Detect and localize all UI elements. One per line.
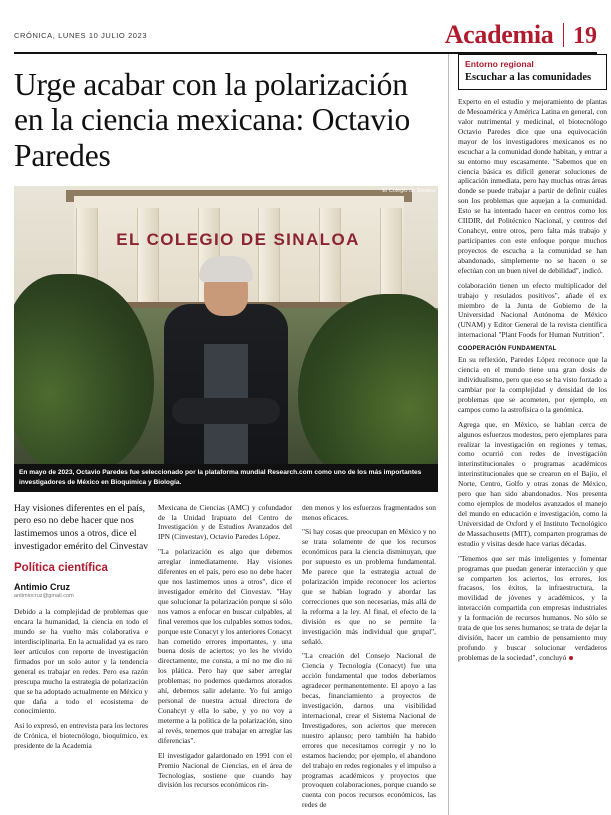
article-photo — [14, 186, 438, 464]
sidebar-paragraph: En su reflexión, Paredes López reconoce que la ciencia en el mundo tiene una gran dosis de individualismo, pero que eso se ha visto forzado a cambiar por la complejidad y densidad de los problemas que se acometen, por ejemplo, en campos como la astrofísica o la genómica. — [458, 355, 607, 414]
section-title: Academia — [444, 20, 554, 49]
article-columns — [14, 503, 438, 815]
masthead-brand — [445, 22, 597, 48]
sidebar-paragraph: Agrega que, en México, se hablan cerca de algunos esfuerzos modestos, pero ejemplares para realizar la investigación en regiones y temas, como ocurrió con redes de investigación interinstitucionales o programas académicos interinstitucionales que se crearon en el Bajío, el Norte, Centro, Golfo y otras zonas de México, pero que han sido abandonados. Nos presenta como ejemplos de modelos avanzados el manejo del mundo en educación e investigación, como la Universidad de Oxford y el Instituto Tecnológico de Massachusetts (MIT), comparten programas de estudio y visitas desde hace varias décadas. — [458, 419, 607, 548]
sidebar — [448, 54, 607, 815]
photo-column — [258, 208, 280, 316]
photo-caption: En mayo de 2023, Octavio Paredes fue seleccionado por la plataforma mundial Research.com como uno de los más importantes investigadores de México en Bioquímica y Biología. — [14, 464, 438, 492]
article-byline: Antimio Cruz — [14, 582, 70, 593]
article-byline-email: antimiocruz@gmail.com — [14, 593, 74, 600]
article-section-kicker: Política científica — [14, 562, 108, 575]
photo-subject-hair — [199, 256, 253, 282]
article-paragraph: den menos y los esfuerzos fragmentados son menos eficaces. — [302, 502, 436, 522]
masthead-divider — [563, 23, 565, 47]
page-content — [14, 54, 607, 815]
sidebar-paragraph-last — [458, 554, 607, 663]
photo-building-sign: EL COLEGIO DE SINALOA — [116, 229, 360, 249]
sidebar-kicker: Entorno regional — [465, 59, 534, 69]
article-paragraph: Mexicana de Ciencias (AMC) y cofundador de la Unidad Irapuato del Centro de Investigación y de Estudios Avanzados del IPN (Cinvestav), Octavio Paredes López. — [158, 502, 292, 542]
article-headline: Urge acabar con la polarización en la ciencia mexicana: Octavio Paredes — [14, 67, 411, 173]
main-article — [14, 54, 438, 815]
page-number: 19 — [573, 23, 597, 49]
article-deck: Hay visiones diferentes en el país, pero eso no debe hacer que nos lastimemos unos a otros, dice el investigador emérito del Cinvestav — [14, 502, 149, 552]
article-paragraph: "La polarización es algo que debemos arreglar inmediatamente. Hay visiones diferentes en el país, pero eso no debe hacer que nos lastimemos unos a otros", dice el investigador emérito del Cinvestav. "Hay que solucionar la polarización porque si sólo nos vamos a enfocar en buscar culpables, al final veremos que los culpables somos todos, porque este Conacyt y los anteriores Conacyt han cometido errores importantes, y una buena dosis de aciertos; yo les he vivido directamente, me consta, a mí no me dio ni los plática. Pero hay que saber arreglar problemas; no podemos quedarnos atorados ahí, debemos salir adelante. Yo fui amigo personal de nuestra actual directora de Conahcyt y ella lo sabe, y yo no voy a meterme a la política de la polarización, sino al revés, tenemos que trabajar en arreglar las diferencias". — [158, 547, 292, 745]
photo-credit: El Colegio de Sinaloa — [382, 187, 435, 194]
article-paragraph: Debido a la complejidad de problemas que encara la humanidad, la ciencia en todo el mundo se ha vuelto más colaborativa e interdisciplinaria. En la actualidad ya es raro leer artículos con reporte de investigación firmados por un solo autor y la tendencia general es trabajar en redes. Pero esa razón prescupa mucho la estrategia de polarización que se ha adoptado actualmente en México y que daña a todo el ecosistema de conocimiento. — [14, 607, 148, 716]
article-column-2 — [158, 503, 292, 815]
sidebar-title: Escuchar a las comunidades — [465, 72, 592, 83]
article-column-3 — [302, 503, 436, 815]
masthead-date: CRÓNICA, LUNES 10 JULIO 2023 — [14, 31, 148, 40]
article-paragraph: Así lo expresó, en entrevista para los lectores de Crónica, el biotecnólogo, bioquímico, ex presidente de la Academia — [14, 721, 148, 751]
newspaper-page — [0, 10, 611, 810]
photo-subject-arms — [172, 398, 280, 424]
photo-column — [319, 208, 341, 316]
sidebar-subhead: COOPERACIÓN FUNDAMENTAL — [458, 345, 557, 353]
article-paragraph: El investigador galardonado en 1991 con el Premio Nacional de Ciencias, en el área de Tecnologías, sostiene que cuando hay división los recursos económicos rin- — [158, 750, 292, 790]
photo-column — [137, 208, 159, 316]
sidebar-paragraph: colaboración tienen un efecto multiplicador del trabajo y resulados positivos", añade el ex miembro de la Junta de Gobierno de la Universidad Nacional Autónoma de México (UNAM) y Editor General de la revista científica internacional "Plant Foods for Human Nutrition". — [458, 280, 607, 340]
sidebar-paragraph: Experto en el estudio y mejoramiento de plantas de Mesoamérica y América Latina en general, con valor nutrimental y medicinal, el biotecnólogo Octavio Paredes dice que una equivocación mayor de los investigadores mexicanos es no escuchar a la comunidad donde habitan, y entrar a su entorno muy escasamente. "Sabemos que en ciencia básica es difícil generar soluciones de aplicación inmediata, pero hay muchas otras áreas donde se puede trabajar a partir de definir cuáles son los problemas que aquejan a la comunidad. Esto se ha intentado hacer en centros como los CIIDIR, del Politécnico Nacional, y centros del Conahcyt, entre otros, pero falta más trabajo y participantes con este enfoque porque muchos proyectos de escucha a la comunidad se han abandonado, simplemente no se hacen o se efectúan con un buen nivel de debilidad", indicó. — [458, 97, 607, 275]
photo-illustration — [14, 186, 438, 464]
sidebar-header-box — [458, 54, 607, 90]
end-mark-icon — [569, 656, 573, 660]
masthead — [14, 10, 597, 54]
article-column-1 — [14, 503, 148, 815]
article-paragraph: "La creación del Consejo Nacional de Ciencia y Tecnología (Conacyt) fue una acción fundamental que todos deberíamos agradecer permanentemente. El apoyo a las becas, financiamiento a proyectos de investigación, darnos una visibilidad internacional, crear el Sistema Nacional de Investigadores, son aciertos que merecen nuestro aplauso; pero también ha habido errores que necesitamos corregir y no lo estamos haciendo; por ejemplo, el abandono del trabajo en redes regionales y el impulso a programas académicos y proyectos que provoquen colaboraciones, porque cuando se cuenta con pocos recursos económicos, las redes de — [302, 651, 436, 810]
sidebar-paragraph-text: "Tenemos que ser más inteligentes y fomentar programas que puedan generar interacción y que se comparten los aciertos, los errores, los fracasos, los éxitos, la infraestructura, la movilidad de jóvenes y académicos, y la interacción compartida con empresas industriales y la formación de recursos humanos. No sólo se trata de que los seres humanos; se trata de dejar la división, hacer un cambio de pensamiento muy profundo y buscar solucionar verdaderos problemas de la sociedad", concluyó — [458, 553, 607, 662]
article-paragraph: "Si hay cosas que preocupan en México y no se trata solamente de que los recursos económicos para la ciencia disminuyan, que por supuesto es un problema fundamental. Me parece que la estrategia actual de polarización impide reconocer los aciertos que se habían logrado y abordar las correcciones que son necesarias, más allá de la reforma a la ley. Al final, el efecto de la división es que no se permite la investigación más individual que grupal", señaló. — [302, 527, 436, 646]
